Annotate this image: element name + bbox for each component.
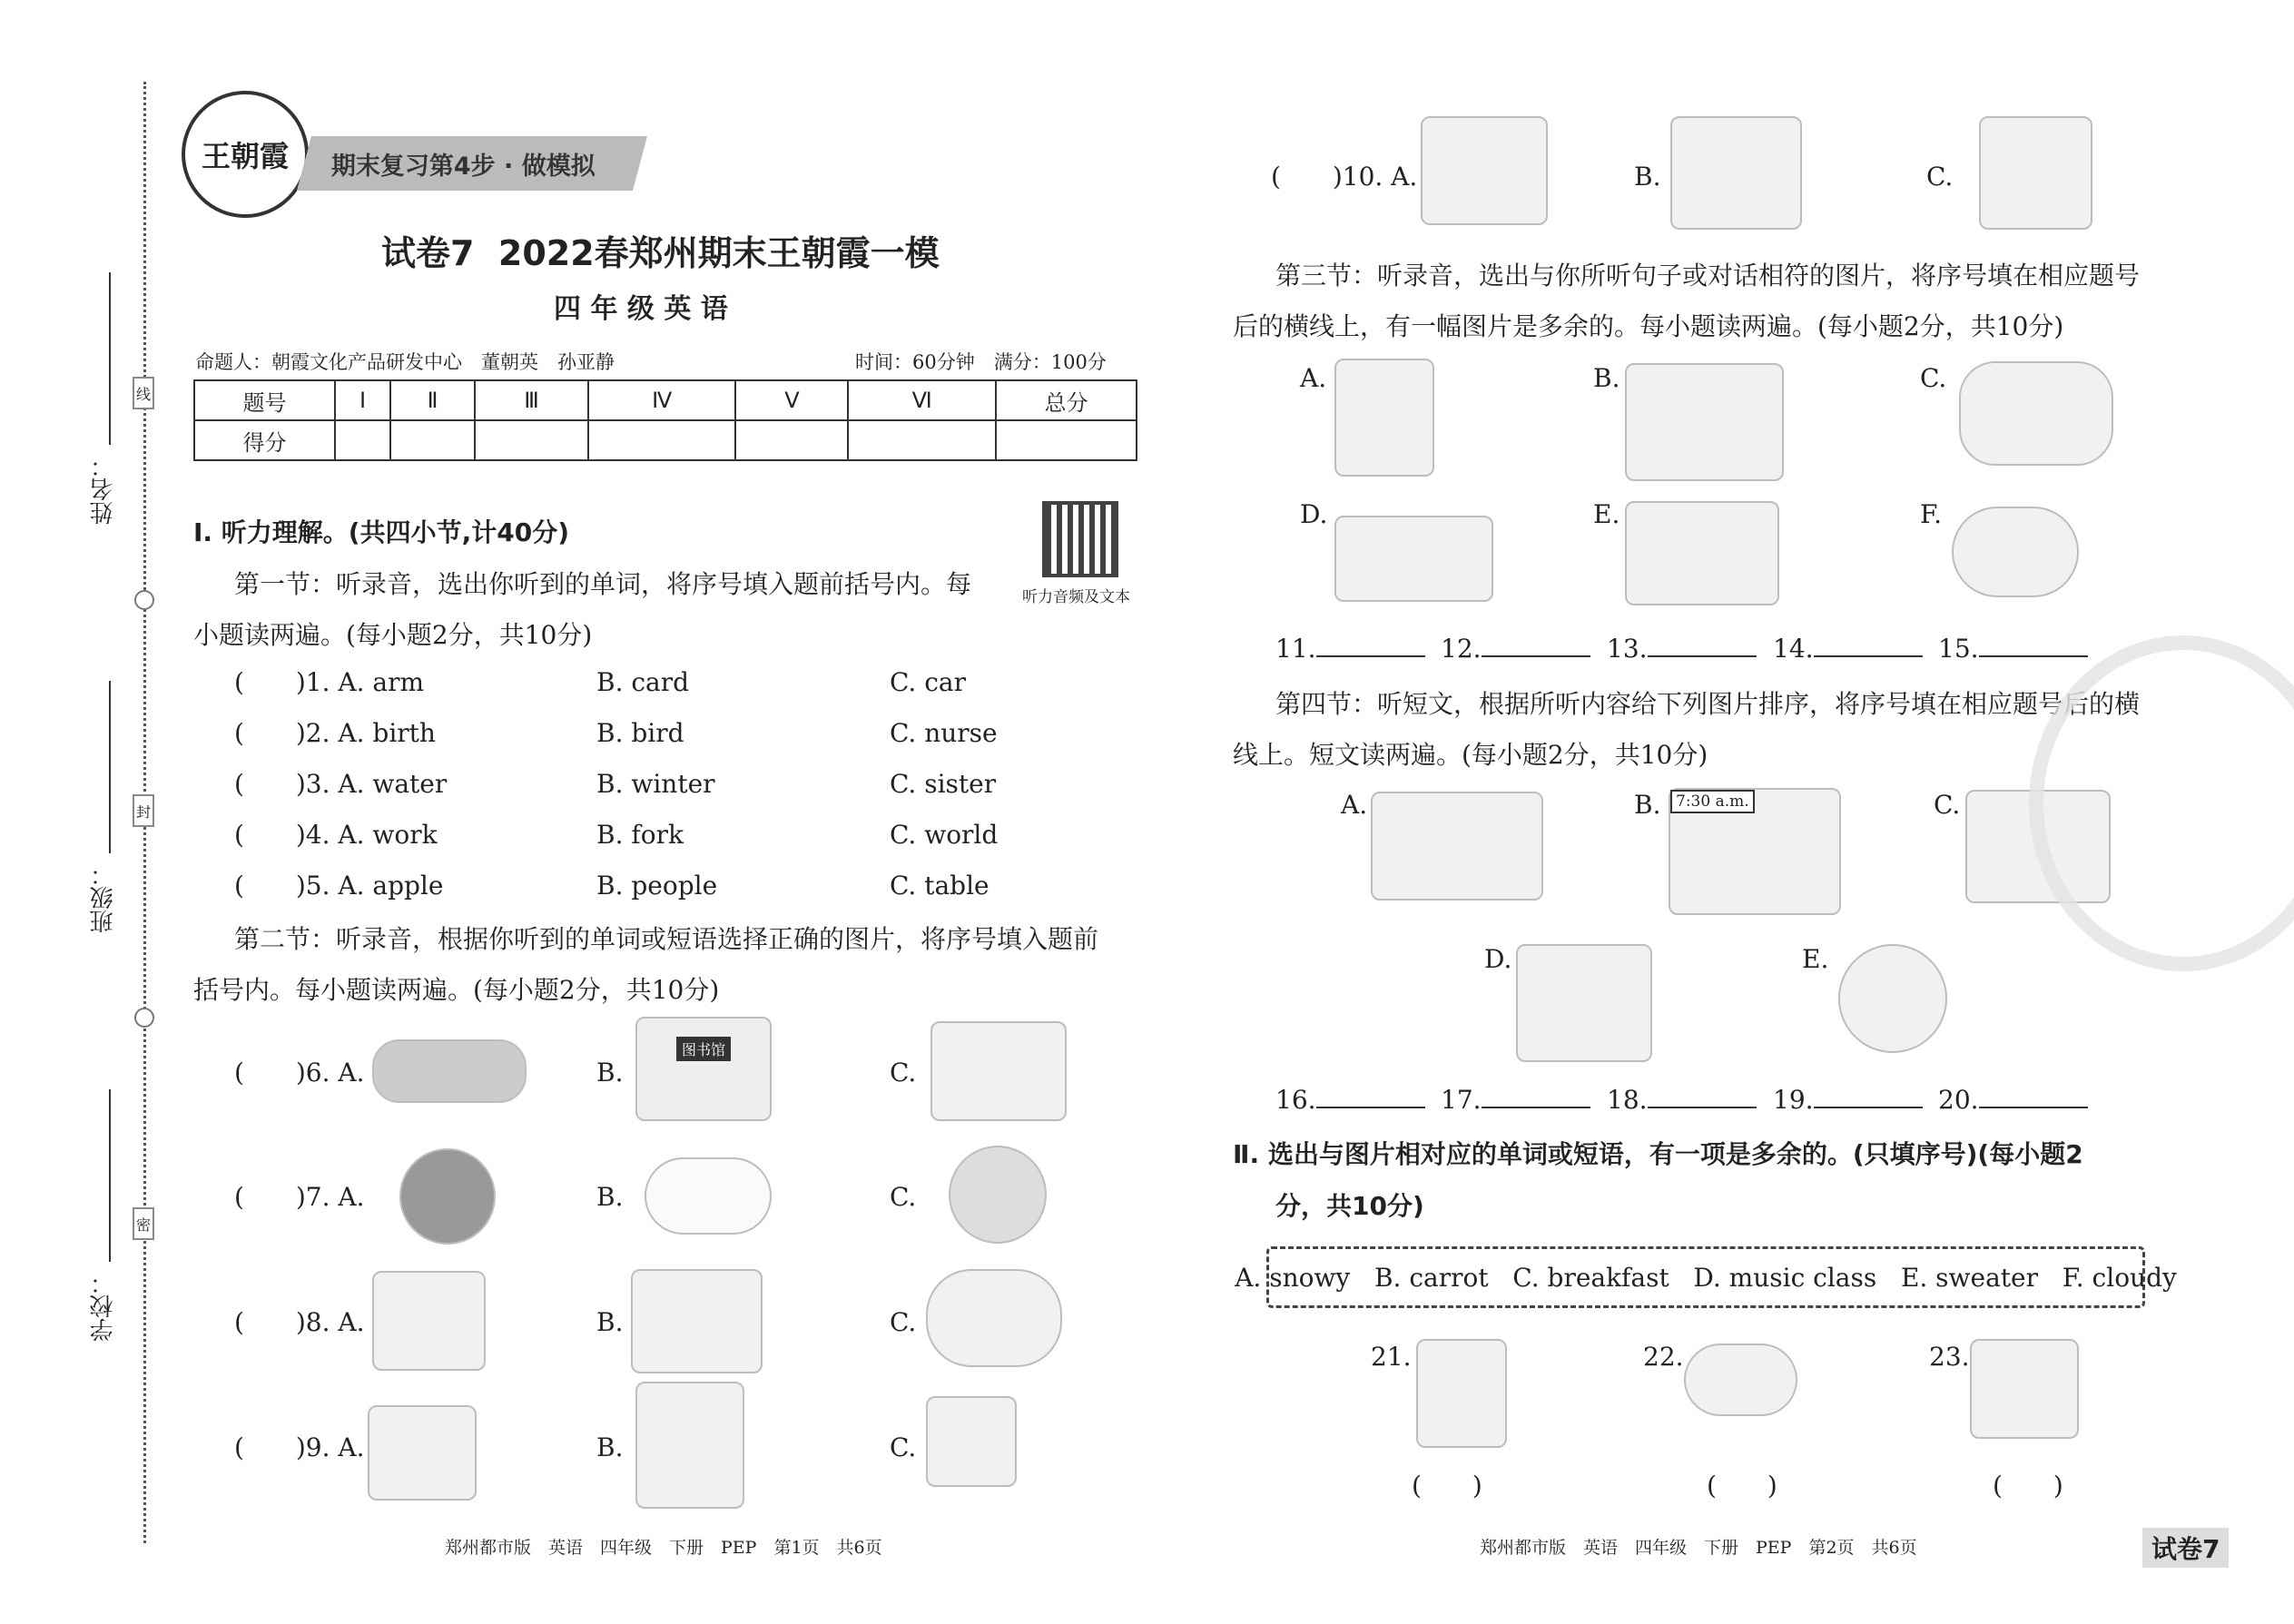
option-c[interactable]: C. <box>890 1307 917 1337</box>
score-input[interactable] <box>848 420 996 460</box>
logo <box>182 91 309 218</box>
letter-e: E. <box>1593 499 1620 529</box>
table-row <box>194 420 1137 460</box>
binding-mark-feng: 封 <box>133 794 154 827</box>
section2-title: Ⅱ. 选出与图片相对应的单词或短语，有一项是多余的。(只填序号)(每小题2 <box>1233 1139 2083 1169</box>
eat-breakfast-picture[interactable] <box>1979 116 2092 230</box>
school-label: 学校： <box>90 1271 117 1342</box>
part3-instruction: 后的横线上，有一幅图片是多余的。每小题读两遍。(每小题2分，共10分) <box>1233 311 2064 341</box>
part2-instruction: 第二节：听录音，根据你听到的单词或短语选择正确的图片，将序号填入题前 <box>234 924 1099 954</box>
name-blank <box>109 272 111 445</box>
answer-paren-23[interactable]: ( ) <box>1993 1471 2063 1501</box>
question-2: ( )2. A. birth <box>234 718 436 748</box>
authors: 命题人：朝霞文化产品研发中心 董朝英 孙亚静 <box>195 351 615 373</box>
page-footer-left: 郑州都市版 英语 四年级 下册 PEP 第1页 共6页 <box>445 1538 882 1558</box>
option-c[interactable]: C. <box>890 1058 917 1088</box>
letter-e: E. <box>1802 944 1829 974</box>
table-cell: Ⅱ <box>390 380 475 420</box>
score-input[interactable] <box>335 420 390 460</box>
letter-d: D. <box>1300 499 1328 529</box>
option-b[interactable]: B. <box>1634 162 1661 192</box>
part4-instruction: 第四节：听短文，根据所听内容给下列图片排序，将序号填在相应题号后的横 <box>1275 689 2141 719</box>
question-3: ( )3. A. water <box>234 769 448 799</box>
shirt-picture[interactable] <box>635 1382 744 1509</box>
page-subtitle: 四 年 级 英 语 <box>554 293 728 325</box>
option-c[interactable]: C. table <box>890 871 989 901</box>
qr-code <box>1042 501 1118 577</box>
answer-line-11: 11. <box>1275 634 1425 664</box>
option-b[interactable]: B. fork <box>596 820 684 850</box>
time-score: 时间：60分钟 满分：100分 <box>855 351 1107 373</box>
blank-input[interactable] <box>1648 637 1757 657</box>
score-input[interactable] <box>475 420 588 460</box>
logo-text: 王朝霞 <box>201 139 289 173</box>
binding-hole <box>134 1008 154 1028</box>
letter-a: A. <box>1300 363 1327 393</box>
options-text: A. snowy B. carrot C. breakfast D. music class E. sweater F. cloudy <box>1235 1262 2177 1293</box>
option-b[interactable]: B. bird <box>596 718 684 748</box>
sun-hat-picture[interactable] <box>1952 507 2079 597</box>
question-6: ( )6. A. <box>234 1058 365 1088</box>
waking-up-picture[interactable] <box>1669 788 1841 915</box>
answer-line-15: 15. <box>1938 634 2088 664</box>
blank-input[interactable] <box>1482 637 1590 657</box>
option-c[interactable]: C. <box>890 1432 917 1462</box>
part2-instruction: 括号内。每小题读两遍。(每小题2分，共10分) <box>193 975 720 1005</box>
blank-input[interactable] <box>1648 1088 1757 1108</box>
question-4: ( )4. A. work <box>234 820 438 850</box>
letter-d: D. <box>1484 944 1512 974</box>
part1-instruction: 小题读两遍。(每小题2分，共10分) <box>193 620 593 650</box>
name-label: 姓名： <box>90 454 117 525</box>
item-23: 23. <box>1929 1342 1970 1372</box>
item-21: 21. <box>1371 1342 1412 1372</box>
score-input[interactable] <box>996 420 1137 460</box>
table-cell: Ⅴ <box>735 380 848 420</box>
breakfast-boy-picture[interactable] <box>1416 1339 1507 1448</box>
section2-title: 分，共10分) <box>1275 1191 1424 1221</box>
banner-text: 期末复习第4步 · 做模拟 <box>331 152 596 181</box>
score-table <box>193 379 1137 461</box>
score-input[interactable] <box>735 420 848 460</box>
option-c[interactable]: C. car <box>890 667 966 697</box>
question-10: ( )10. A. <box>1271 162 1418 192</box>
library-sign: 图书馆 <box>676 1037 731 1061</box>
carrots-basket-picture[interactable] <box>1959 361 2113 466</box>
snowy-icon[interactable] <box>399 1148 496 1245</box>
option-b[interactable]: B. <box>596 1182 624 1212</box>
answer-paren-22[interactable]: ( ) <box>1707 1471 1777 1501</box>
item-22: 22. <box>1643 1342 1684 1372</box>
banner <box>297 136 647 191</box>
sheep-picture[interactable] <box>926 1269 1062 1367</box>
binding-mark-mi: 密 <box>133 1207 154 1240</box>
option-b[interactable]: B. people <box>596 871 718 901</box>
classroom-picture[interactable] <box>1625 363 1784 481</box>
binding-mark-xian: 线 <box>133 377 154 409</box>
table-cell: Ⅵ <box>848 380 996 420</box>
table-cell: Ⅰ <box>335 380 390 420</box>
page-title: 试卷7 2022春郑州期末王朝霞一模 <box>381 233 940 273</box>
table-row <box>194 380 1137 420</box>
part3-instruction: 第三节：听录音，选出与你所听句子或对话相符的图片，将序号填在相应题号 <box>1275 261 2141 290</box>
blank-input[interactable] <box>1316 1088 1425 1108</box>
section1-title: Ⅰ. 听力理解。(共四小节,计40分) <box>193 517 569 547</box>
green-beans-picture[interactable] <box>1334 359 1434 477</box>
gloves-picture[interactable] <box>1334 516 1493 602</box>
letter-f: F. <box>1920 499 1942 529</box>
option-c[interactable]: C. sister <box>890 769 997 799</box>
letter-b: B. <box>1634 790 1661 820</box>
blank-input[interactable] <box>1979 1088 2088 1108</box>
table-cell: Ⅲ <box>475 380 588 420</box>
blank-input[interactable] <box>1316 637 1425 657</box>
qr-caption: 听力音频及文本 <box>1022 588 1130 606</box>
option-c[interactable]: C. nurse <box>890 718 998 748</box>
letter-c: C. <box>1934 790 1961 820</box>
question-7: ( )7. A. <box>234 1182 365 1212</box>
part4-instruction: 线上。短文读两遍。(每小题2分，共10分) <box>1233 740 1708 770</box>
blank-input[interactable] <box>1814 637 1923 657</box>
shorts-picture[interactable] <box>926 1396 1017 1487</box>
cloudy-sun-picture[interactable] <box>1684 1343 1797 1416</box>
classroom-door-picture[interactable] <box>930 1021 1067 1121</box>
clock-label: 7:30 a.m. <box>1670 790 1755 813</box>
score-input[interactable] <box>588 420 736 460</box>
answer-line-20: 20. <box>1938 1085 2088 1115</box>
sweater-picture[interactable] <box>1970 1339 2079 1439</box>
answer-line-12: 12. <box>1441 634 1590 664</box>
answer-line-16: 16. <box>1275 1085 1425 1115</box>
answer-line-13: 13. <box>1607 634 1757 664</box>
playground-picture[interactable] <box>372 1039 527 1103</box>
letter-b: B. <box>1593 363 1620 393</box>
skirt-picture[interactable] <box>368 1405 477 1501</box>
table-cell: 总分 <box>996 380 1137 420</box>
option-b[interactable]: B. card <box>596 667 690 697</box>
option-b[interactable]: B. winter <box>596 769 715 799</box>
horse-picture[interactable] <box>372 1271 486 1371</box>
answer-paren-21[interactable]: ( ) <box>1412 1471 1482 1501</box>
table-cell: 题号 <box>194 380 335 420</box>
part1-instruction: 第一节：听录音，选出你听到的单词，将序号填入题前括号内。每 <box>234 569 972 599</box>
cows-picture[interactable] <box>1516 944 1652 1062</box>
question-8: ( )8. A. <box>234 1307 365 1337</box>
score-input[interactable] <box>390 420 475 460</box>
blank-input[interactable] <box>1814 1088 1923 1108</box>
table-cell: Ⅳ <box>588 380 736 420</box>
get-up-picture[interactable] <box>1421 116 1548 225</box>
option-c[interactable]: C. world <box>890 820 999 850</box>
option-b[interactable]: B. <box>596 1058 624 1088</box>
sun-icon[interactable] <box>1838 944 1947 1053</box>
table-cell: 得分 <box>194 420 335 460</box>
blank-input[interactable] <box>1482 1088 1590 1108</box>
binding-hole <box>134 590 154 610</box>
question-5: ( )5. A. apple <box>234 871 444 901</box>
cloudy-icon[interactable] <box>645 1157 772 1235</box>
school-blank <box>109 1089 111 1262</box>
option-b[interactable]: B. <box>596 1432 624 1462</box>
going-to-school-picture[interactable] <box>1371 792 1543 901</box>
class-label: 班级： <box>90 862 117 933</box>
option-c[interactable]: C. <box>890 1182 917 1212</box>
paper-tag: 试卷7 <box>2142 1528 2229 1568</box>
snowball-fight-picture[interactable] <box>1625 501 1779 605</box>
blank-input[interactable] <box>1979 637 2088 657</box>
answer-line-17: 17. <box>1441 1085 1590 1115</box>
answer-line-19: 19. <box>1773 1085 1923 1115</box>
cow-picture[interactable] <box>631 1269 763 1373</box>
letter-a: A. <box>1341 790 1368 820</box>
option-c[interactable]: C. <box>1926 162 1954 192</box>
class-blank <box>109 681 111 853</box>
library-picture[interactable] <box>635 1017 772 1121</box>
question-9: ( )9. A. <box>234 1432 365 1462</box>
answer-line-18: 18. <box>1607 1085 1757 1115</box>
letter-c: C. <box>1920 363 1947 393</box>
answer-line-14: 14. <box>1773 634 1923 664</box>
page-footer-right: 郑州都市版 英语 四年级 下册 PEP 第2页 共6页 <box>1480 1538 1917 1558</box>
option-b[interactable]: B. <box>596 1307 624 1337</box>
go-to-bed-picture[interactable] <box>1670 116 1802 230</box>
windy-icon[interactable] <box>949 1146 1047 1244</box>
options-box <box>1235 1246 2177 1308</box>
question-1: ( )1. A. arm <box>234 667 425 697</box>
